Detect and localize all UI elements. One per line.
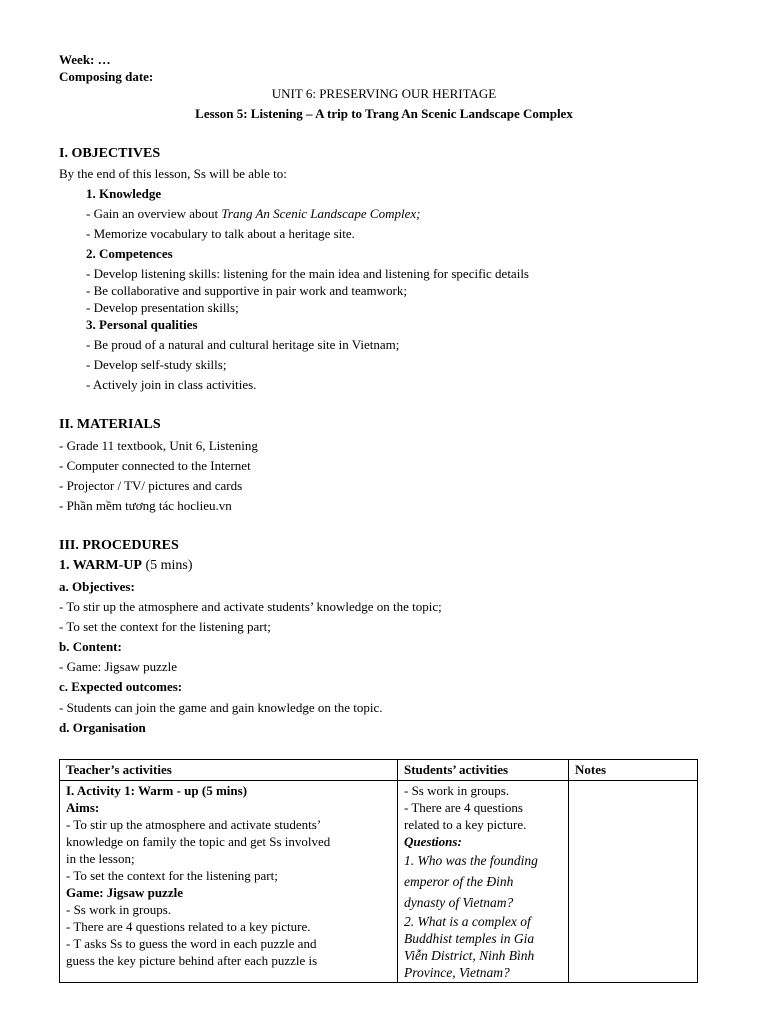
competence-item: - Develop presentation skills; [86, 300, 239, 315]
question-line: Buddhist temples in Gia [404, 931, 535, 946]
material-item: - Projector / TV/ pictures and cards [59, 478, 243, 493]
activities-table [59, 759, 698, 983]
teacher-column-header: Teacher’s activities [60, 760, 398, 781]
qualities-heading: 3. Personal qualities [86, 317, 198, 332]
outcomes-heading: c. Expected outcomes: [59, 679, 183, 694]
warmup-heading [59, 558, 193, 574]
unit-title: UNIT 6: PRESERVING OUR HERITAGE [271, 86, 497, 101]
notes-column-header: Notes [569, 760, 698, 781]
materials-heading: II. MATERIALS [59, 417, 161, 432]
students-column-header: Students’ activities [398, 760, 569, 781]
competences-heading: 2. Competences [86, 246, 173, 261]
question-line: emperor of the Đinh [404, 874, 514, 889]
table-row [60, 781, 698, 983]
aims-line: - To stir up the atmosphere and activate students’ [66, 817, 322, 832]
game-line: - There are 4 questions related to a key picture. [66, 919, 311, 934]
question-line: dynasty of Vietnam? [404, 895, 514, 910]
aims-label: Aims: [66, 800, 100, 815]
game-label: Game: Jigsaw puzzle [66, 885, 183, 900]
objectives-heading: I. OBJECTIVES [59, 146, 161, 161]
knowledge-heading: 1. Knowledge [86, 186, 162, 201]
content-heading: b. Content: [59, 639, 122, 654]
game-line: guess the key picture behind after each puzzle is [66, 953, 318, 968]
question-line: Province, Vietnam? [404, 965, 510, 980]
quality-item: - Be proud of a natural and cultural heritage site in Vietnam; [86, 337, 400, 352]
procedures-heading: III. PROCEDURES [59, 538, 179, 553]
students-line: related to a key picture. [404, 817, 527, 832]
game-line: - Ss work in groups. [66, 902, 172, 917]
aims-line: knowledge on family the topic and get Ss involved [66, 834, 331, 849]
objectives-sub-heading: a. Objectives: [59, 579, 135, 594]
material-item: - Grade 11 textbook, Unit 6, Listening [59, 438, 258, 453]
material-item: - Phần mềm tương tác hoclieu.vn [59, 498, 232, 513]
students-activities-cell [398, 781, 569, 983]
activity-title: I. Activity 1: Warm - up (5 mins) [66, 783, 248, 798]
warmup-duration: (5 mins) [141, 558, 193, 573]
knowledge-item [86, 206, 420, 222]
question-line: 1. Who was the founding [404, 853, 538, 868]
students-line: - Ss work in groups. [404, 783, 510, 798]
composing-date-label: Composing date: [59, 69, 154, 84]
content-item: - Game: Jigsaw puzzle [59, 659, 178, 674]
lesson-title: Lesson 5: Listening – A trip to Trang An Scenic Landscape Complex [195, 106, 573, 121]
knowledge-item-site: Trang An Scenic Landscape Complex; [221, 206, 421, 221]
objectives-intro: By the end of this lesson, Ss will be able to: [59, 166, 287, 181]
knowledge-item-text: - Gain an overview about [86, 206, 222, 221]
competence-item: - Develop listening skills: listening for the main idea and listening for specific details [86, 266, 529, 281]
material-item: - Computer connected to the Internet [59, 458, 251, 473]
competence-item: - Be collaborative and supportive in pair work and teamwork; [86, 283, 407, 298]
warmup-title: 1. WARM-UP [59, 558, 142, 573]
quality-item: - Develop self-study skills; [86, 357, 227, 372]
question-line: 2. What is a complex of [404, 914, 531, 929]
quality-item: - Actively join in class activities. [86, 377, 257, 392]
question-line: Viễn District, Ninh Bình [404, 948, 535, 963]
objective-item: - To stir up the atmosphere and activate students’ knowledge on the topic; [59, 599, 442, 614]
organisation-heading: d. Organisation [59, 720, 146, 735]
outcome-item: - Students can join the game and gain knowledge on the topic. [59, 700, 383, 715]
objective-item: - To set the context for the listening part; [59, 619, 271, 634]
questions-label: Questions: [404, 834, 462, 849]
week-label: Week: … [59, 52, 111, 67]
aims-line: - To set the context for the listening part; [66, 868, 278, 883]
game-line: - T asks Ss to guess the word in each puzzle and [66, 936, 317, 951]
notes-cell [569, 781, 698, 983]
students-line: - There are 4 questions [404, 800, 523, 815]
teacher-activities-cell [60, 781, 398, 983]
knowledge-item: - Memorize vocabulary to talk about a heritage site. [86, 226, 355, 241]
aims-line: in the lesson; [66, 851, 135, 866]
table-header-row [60, 760, 698, 781]
